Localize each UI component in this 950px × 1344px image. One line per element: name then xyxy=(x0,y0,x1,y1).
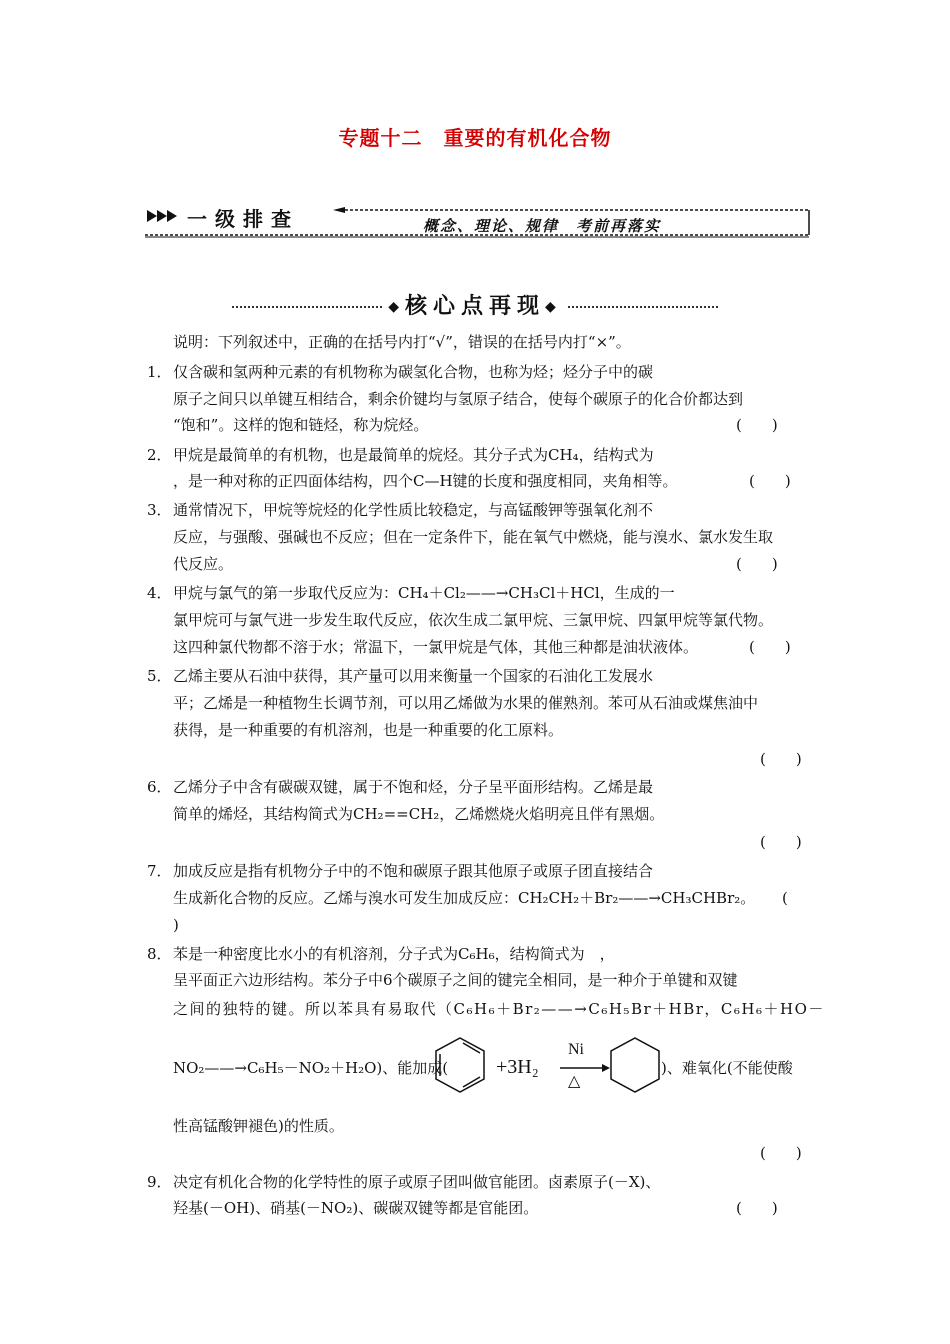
answer-bracket[interactable]: ( ) xyxy=(760,833,802,851)
item-line: 呈平面正六边形结构。苯分子中6个碳原子之间的键完全相同，是一种介于单键和双键 xyxy=(173,971,738,989)
banner-right-text: 概念、理论、规律 考前再落实 xyxy=(423,217,662,235)
item-number: 5． xyxy=(147,667,172,685)
item-number: 8． xyxy=(147,945,172,963)
item-line: 乙烯分子中含有碳碳双键，属于不饱和烃，分子呈平面形结构。乙烯是最 xyxy=(173,778,654,796)
section-title: 核心点再现 xyxy=(404,293,545,319)
page-title: 专题十二 重要的有机化合物 xyxy=(338,126,612,150)
benzene-ring-icon xyxy=(436,1038,484,1092)
diamond-icon: ◆ xyxy=(388,299,405,315)
item-line: 苯是一种密度比水小的有机溶剂，分子式为C₆H₆，结构简式为 ， xyxy=(173,945,615,963)
item-line: 性高锰酸钾褪色)的性质。 xyxy=(173,1117,344,1135)
left-dotted-rule xyxy=(232,306,382,308)
item-line: 这四种氯代物都不溶于水；常温下，一氯甲烷是气体，其他三种都是油状液体。 xyxy=(173,638,699,656)
item-line: 甲烷是最简单的有机物，也是最简单的烷烃。其分子式为CH₄，结构式为 xyxy=(173,446,654,464)
item-line: 决定有机化合物的化学特性的原子或原子团叫做官能团。卤素原子(－X)、 xyxy=(173,1173,661,1191)
condition-label: △ xyxy=(568,1071,581,1090)
item-number: 6． xyxy=(147,778,172,796)
answer-bracket[interactable]: ( ) xyxy=(760,1144,802,1162)
item-line: 甲烷与氯气的第一步取代反应为：CH₄＋Cl₂——→CH₃Cl＋HCl，生成的一 xyxy=(173,584,675,602)
item-number: 2． xyxy=(147,446,172,464)
benzene-hydrogenation-diagram xyxy=(430,1032,660,1104)
instruction-text: 说明：下列叙述中，正确的在括号内打“√”，错误的在括号内打“×”。 xyxy=(173,333,631,351)
item-line: 氯甲烷可与氯气进一步发生取代反应，依次生成二氯甲烷、三氯甲烷、四氯甲烷等氯代物。 xyxy=(173,611,774,629)
answer-bracket-close[interactable]: ) xyxy=(173,916,179,934)
item-line: ，是一种对称的正四面体结构，四个C—H键的长度和强度相同，夹角相等。 xyxy=(173,472,678,490)
item-line: 加成反应是指有机物分子中的不饱和碳原子跟其他原子或原子团直接结合 xyxy=(173,862,654,880)
item-line: 简单的烯烃，其结构简式为CH₂==CH₂，乙烯燃烧火焰明亮且伴有黑烟。 xyxy=(173,805,665,823)
answer-bracket[interactable]: ( ) xyxy=(749,472,791,490)
item-line: )、难氧化(不能使酸 xyxy=(661,1059,793,1077)
item-line: 反应，与强酸、强碱也不反应；但在一定条件下，能在氧气中燃烧，能与溴水、氯水发生取 xyxy=(173,528,774,546)
item-line: 通常情况下，甲烷等烷烃的化学性质比较稳定，与高锰酸钾等强氧化剂不 xyxy=(173,501,654,519)
answer-bracket[interactable]: ( ) xyxy=(736,1199,778,1217)
section-heading xyxy=(0,289,950,320)
item-line: 羟基(－OH)、硝基(－NO₂)、碳碳双键等都是官能团。 xyxy=(173,1199,539,1217)
right-dotted-rule xyxy=(568,306,718,308)
catalyst-label: Ni xyxy=(568,1041,584,1058)
reagent-label: +3H₂ xyxy=(496,1056,539,1078)
answer-bracket[interactable]: ( ) xyxy=(760,750,802,768)
item-line: 平；乙烯是一种植物生长调节剂，可以用乙烯做为水果的催熟剂。苯可从石油或煤焦油中 xyxy=(173,694,759,712)
answer-bracket[interactable]: ( ) xyxy=(736,555,778,573)
section-banner xyxy=(145,201,815,239)
item-line: 之间的独特的键。所以苯具有易取代（C₆H₆＋Br₂——→C₆H₅Br＋HBr，C₆H₆＋HO－ xyxy=(173,1000,825,1018)
answer-bracket-open[interactable]: ( xyxy=(782,889,788,907)
item-line: 生成新化合物的反应。乙烯与溴水可发生加成反应：CH₂CH₂＋Br₂——→CH₃CHBr₂。 xyxy=(173,889,756,907)
item-number: 9． xyxy=(147,1173,172,1191)
diamond-icon: ◆ xyxy=(545,299,562,315)
item-line: NO₂——→C₆H₅－NO₂＋H₂O)、能加成( xyxy=(173,1059,449,1077)
item-number: 3． xyxy=(147,501,172,519)
item-line: 乙烯主要从石油中获得，其产量可以用来衡量一个国家的石油化工发展水 xyxy=(173,667,654,685)
item-number: 4． xyxy=(147,584,172,602)
answer-bracket[interactable]: ( ) xyxy=(749,638,791,656)
item-line: “饱和”。这样的饱和链烃，称为烷烃。 xyxy=(173,416,429,434)
item-line: 原子之间只以单键互相结合，剩余价键均与氢原子结合，使每个碳原子的化合价都达到 xyxy=(173,390,744,408)
item-number: 7． xyxy=(147,862,172,880)
item-line: 仅含碳和氢两种元素的有机物称为碳氢化合物，也称为烃；烃分子中的碳 xyxy=(173,363,654,381)
item-number: 1． xyxy=(147,363,172,381)
cyclohexane-ring-icon xyxy=(611,1038,659,1092)
item-line: 代反应。 xyxy=(173,555,234,573)
banner-left-text: 一级排查 xyxy=(187,207,299,231)
item-line: 获得，是一种重要的有机溶剂，也是一种重要的化工原料。 xyxy=(173,721,564,739)
answer-bracket[interactable]: ( ) xyxy=(736,416,778,434)
